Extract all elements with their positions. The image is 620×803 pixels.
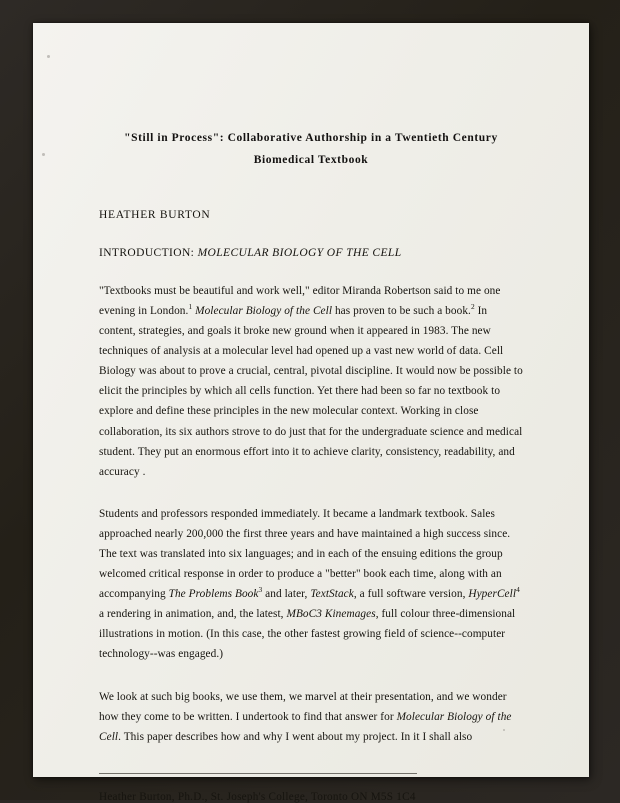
footer-affiliation: Heather Burton, Ph.D., St. Joseph's College, Toronto ON M5S 1C4	[99, 790, 416, 803]
document-page	[33, 23, 589, 803]
paragraph-2	[99, 504, 523, 665]
footnote-ref-1: 1	[188, 302, 193, 312]
footnote-ref-2: 2	[470, 302, 475, 312]
footnote-ref-4: 4	[516, 585, 520, 595]
section-heading-label: INTRODUCTION:	[99, 246, 195, 259]
p2-text-b: and later,	[262, 588, 311, 601]
p2-italic-title-2: TextStack	[310, 588, 354, 601]
p1-italic-title-1: Molecular Biology of the Cell	[195, 304, 333, 317]
footnote-separator	[99, 773, 417, 774]
p2-text-a: Students and professors responded immediately. It became a landmark textbook. Sales approached nearly 200,000 the first three years and have maintained a high success since. The text was translated into six languages; and in each of the ensuing editions the group welcomed critical response in order to produce a "better" book each time, along with an accompanying	[99, 507, 511, 601]
author-name: HEATHER BURTON	[99, 208, 211, 221]
p2-text-c: , a full software version,	[353, 588, 469, 601]
section-heading-title: MOLECULAR BIOLOGY OF THE CELL	[197, 246, 402, 259]
p3-text-a: We look at such big books, we use them, we marvel at their presentation, and we wonder how they come to be written. I undertook to find that answer for	[99, 690, 507, 723]
footnote-ref-3: 3	[258, 585, 263, 595]
p3-text-b: . This paper describes how and why I went about my project. In it I shall also	[118, 730, 473, 743]
paragraph-3	[99, 687, 523, 747]
p2-text-e: , full colour three-dimensional illustrations in motion. (In this case, the other fastest growing field of science--computer technology--was engaged.)	[99, 608, 516, 661]
p1-text-a: "Textbooks must be beautiful and work well," editor Miranda Robertson said to me one evening in London.	[99, 284, 501, 317]
p2-italic-title-4: MBoC3 Kinemages	[286, 608, 376, 621]
p3-italic-title-1: Molecular Biology of the Cell	[99, 710, 512, 743]
title-line-2: Biomedical Textbook	[253, 154, 369, 167]
title-line-1: "Still in Process": Collaborative Authorship in a Twentieth Century	[124, 132, 498, 144]
p1-text-d: In content, strategies, and goals it broke new ground when it appeared in 1983. The new techniques of analysis at a molecular level had opened up a vast new world of data. Cell Biology was about to prove a crucial, central, pivotal discipline. It would now be possible to elicit the principles by which all cells function. Yet there had been so far no textbook to explore and define these principles in the new molecular context. Working in close collaboration, its six authors strove to do just that for the undergraduate science and medical student. They put an enormous effort into it to achieve clarity, consistency, readability, and accuracy .	[99, 304, 523, 478]
p2-italic-title-1: The Problems Book	[168, 588, 259, 601]
document-title	[99, 127, 523, 172]
p1-text-c: has proven to be such a book.	[332, 304, 471, 317]
paragraph-1	[99, 281, 523, 482]
p2-italic-title-3: HyperCell	[468, 588, 517, 601]
section-heading	[99, 247, 523, 259]
p2-text-d: a rendering in animation, and, the latest,	[99, 608, 287, 621]
page-content	[33, 23, 589, 803]
